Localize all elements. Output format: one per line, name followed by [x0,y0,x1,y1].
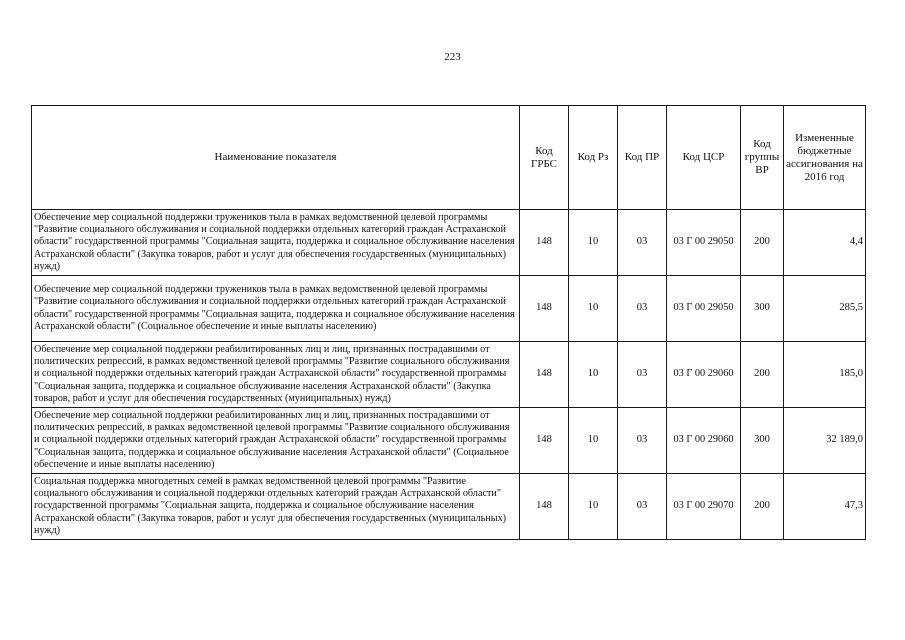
row-rz: 10 [569,210,618,276]
row-csr: 03 Г 00 29060 [667,408,741,474]
header-vr: Код группы ВР [741,106,784,210]
row-csr: 03 Г 00 29050 [667,276,741,342]
row-grbs: 148 [520,210,569,276]
row-rz: 10 [569,474,618,540]
row-pr: 03 [618,408,667,474]
row-pr: 03 [618,474,667,540]
row-amount: 4,4 [784,210,866,276]
header-name: Наименование показателя [32,106,520,210]
row-grbs: 148 [520,342,569,408]
row-vr: 300 [741,276,784,342]
header-grbs: Код ГРБС [520,106,569,210]
table-header-row [32,106,866,210]
row-pr: 03 [618,210,667,276]
row-name: Обеспечение мер социальной поддержки реабилитированных лиц и лиц, признанных пострадавшими от политических репрессий, в рамках ведомственной целевой программы "Развитие социального обслуживания и социальной поддержки отдельных категорий граждан Астраханской области" государственной программы "Социальная защита, поддержка и социальное обслуживание населения Астраханской области" (Закупка товаров, работ и услуг для обеспечения государственных (муниципальных) нужд) [32,342,520,408]
row-grbs: 148 [520,276,569,342]
row-vr: 200 [741,342,784,408]
row-csr: 03 Г 00 29070 [667,474,741,540]
row-amount: 285,5 [784,276,866,342]
row-csr: 03 Г 00 29050 [667,210,741,276]
table-row [32,474,866,540]
row-name: Обеспечение мер социальной поддержки тружеников тыла в рамках ведомственной целевой программы "Развитие социального обслуживания и социальной поддержки отдельных категорий граждан Астраханской области" государственной программы "Социальная защита, поддержка и социальное обслуживание населения Астраханской области" (Социальное обеспечение и иные выплаты населению) [32,276,520,342]
row-amount: 185,0 [784,342,866,408]
row-name: Обеспечение мер социальной поддержки тружеников тыла в рамках ведомственной целевой программы "Развитие социального обслуживания и социальной поддержки отдельных категорий граждан Астраханской области" государственной программы "Социальная защита, поддержка и социальное обслуживание населения Астраханской области" (Закупка товаров, работ и услуг для обеспечения государственных (муниципальных) нужд) [32,210,520,276]
row-pr: 03 [618,342,667,408]
header-pr: Код ПР [618,106,667,210]
row-vr: 200 [741,474,784,540]
table-row [32,210,866,276]
row-name: Социальная поддержка многодетных семей в рамках ведомственной целевой программы "Развитие социального обслуживания и социальной поддержки отдельных категорий граждан Астраханской области" государственной программы "Социальная защита, поддержка и социальное обслуживание населения Астраханской области" (Закупка товаров, работ и услуг для обеспечения государственных (муниципальных) нужд) [32,474,520,540]
row-grbs: 148 [520,408,569,474]
row-amount: 47,3 [784,474,866,540]
header-amount: Измененные бюджетные ассигнования на 2016 год [784,106,866,210]
header-csr: Код ЦСР [667,106,741,210]
table-row [32,276,866,342]
table-row [32,342,866,408]
row-vr: 200 [741,210,784,276]
header-rz: Код Рз [569,106,618,210]
page-number: 223 [444,51,461,63]
row-amount: 32 189,0 [784,408,866,474]
row-pr: 03 [618,276,667,342]
row-csr: 03 Г 00 29060 [667,342,741,408]
row-name: Обеспечение мер социальной поддержки реабилитированных лиц и лиц, признанных пострадавшими от политических репрессий, в рамках ведомственной целевой программы "Развитие социального обслуживания и социальной поддержки отдельных категорий граждан Астраханской области" государственной программы "Социальная защита, поддержка и социальное обслуживание населения Астраханской области" (Социальное обеспечение и иные выплаты населению) [32,408,520,474]
row-rz: 10 [569,342,618,408]
table-row [32,408,866,474]
row-vr: 300 [741,408,784,474]
budget-table [31,105,866,540]
row-rz: 10 [569,408,618,474]
row-rz: 10 [569,276,618,342]
row-grbs: 148 [520,474,569,540]
